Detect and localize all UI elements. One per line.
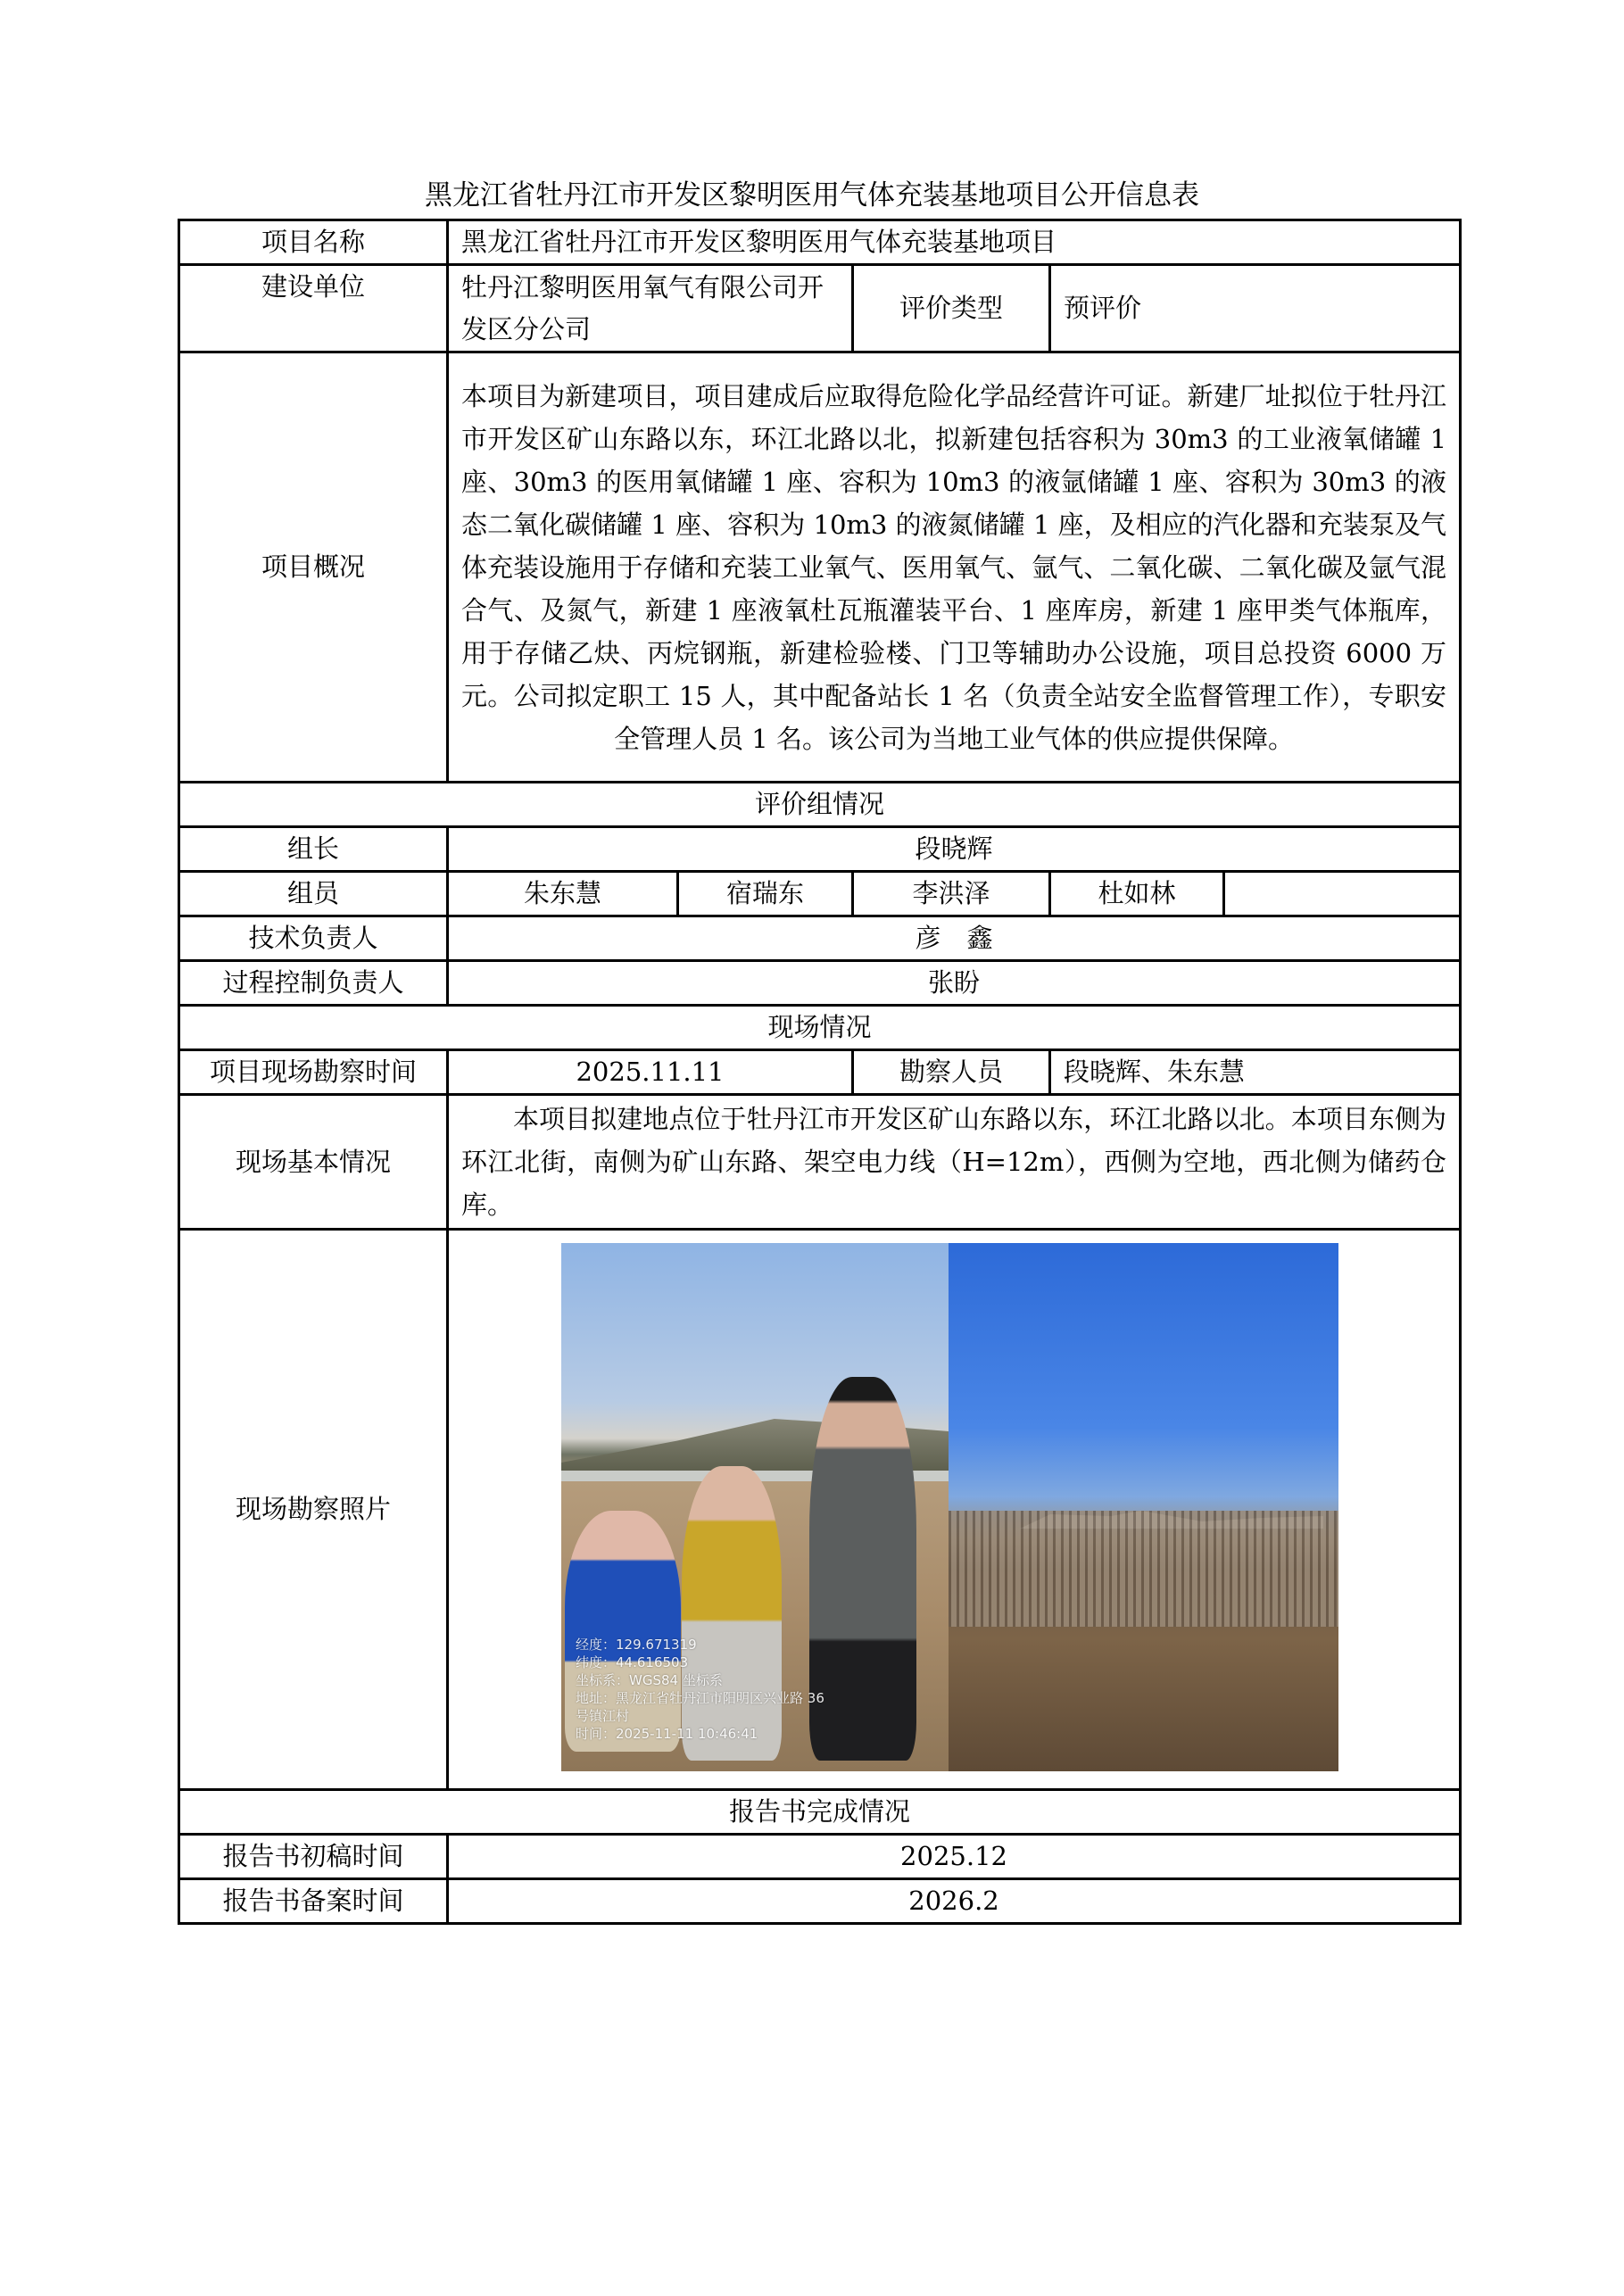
report-section-title: 报告书完成情况 [179,1790,1461,1835]
process-lead-value: 张盼 [448,961,1461,1006]
row-leader [179,827,1461,872]
row-tech-lead [179,916,1461,961]
row-site-photos [179,1230,1461,1790]
process-lead-label: 过程控制负责人 [179,961,448,1006]
member-2: 宿瑞东 [678,872,853,916]
row-project-name [179,220,1461,265]
member-3: 李洪泽 [853,872,1050,916]
members-label: 组员 [179,872,448,916]
site-basic-label: 现场基本情况 [179,1095,448,1230]
filing-time-value: 2026.2 [448,1879,1461,1924]
surveyors-label: 勘察人员 [853,1050,1050,1095]
row-site-basic [179,1095,1461,1230]
member-5-empty [1224,872,1461,916]
document-title: 黑龙江省牡丹江市开发区黎明医用气体充装基地项目公开信息表 [425,179,1199,211]
member-4: 杜如林 [1050,872,1224,916]
row-process-lead [179,961,1461,1006]
watermark-coord-system: 坐标系：WGS84 坐标系 [576,1672,723,1688]
project-name-value: 黑龙江省牡丹江市开发区黎明医用气体充装基地项目 [448,220,1461,265]
site-section-title: 现场情况 [179,1006,1461,1050]
site-photo-people [561,1243,949,1771]
construction-unit-value: 牡丹江黎明医用氧气有限公司开发区分公司 [448,265,853,352]
row-overview [179,352,1461,783]
person-figure [809,1377,916,1761]
row-report-header [179,1790,1461,1835]
watermark-address-1: 地址：黑龙江省牡丹江市阳明区兴业路 36 [576,1690,824,1706]
photo-watermark [576,1636,824,1743]
tech-lead-label: 技术负责人 [179,916,448,961]
leader-label: 组长 [179,827,448,872]
row-filing-time [179,1879,1461,1924]
eval-type-value: 预评价 [1050,265,1461,352]
surveyors-value: 段晓辉、朱东慧 [1050,1050,1461,1095]
site-photos-label: 现场勘察照片 [179,1230,448,1790]
tech-lead-value: 彦 鑫 [448,916,1461,961]
draft-time-value: 2025.12 [448,1835,1461,1879]
construction-unit-label: 建设单位 [179,265,448,352]
row-survey-time [179,1050,1461,1095]
eval-group-section-title: 评价组情况 [179,783,1461,827]
site-photo-land [949,1243,1338,1771]
row-construction-unit [179,265,1461,352]
row-eval-group-header [179,783,1461,827]
filing-time-label: 报告书备案时间 [179,1879,448,1924]
eval-type-label: 评价类型 [853,265,1050,352]
leader-value: 段晓辉 [448,827,1461,872]
watermark-longitude: 经度：129.671319 [576,1637,697,1653]
overview-text: 本项目为新建项目，项目建成后应取得危险化学品经营许可证。新建厂址拟位于牡丹江市开发区矿山东路以东，环江北路以北，拟新建包括容积为 30m3 的工业液氧储罐 1 座、30m3 的医用氧储罐 1 座、容积为 10m3 的液氩储罐 1 座、容积为 30m3 的液态二氧化碳储罐 1 座、容积为 10m3 的液氮储罐 1 座，及相应的汽化器和充装泵及气体充装设施用于存储和充装工业氧气、医用氧气、氩气、二氧化碳、二氧化碳及氩气混合气、及氮气，新建 1 座液氧杜瓦瓶灌装平台、1 座库房，新建 1 座甲类气体瓶库，用于存储乙炔、丙烷钢瓶，新建检验楼、门卫等辅助办公设施，项目总投资 6000 万元。公司拟定职工 15 人，其中配备站长 1 名（负责全站安全监督管理工作），专职安全管理人员 1 名。该公司为当地工业气体的供应提供保障。 [448,352,1461,783]
project-name-label: 项目名称 [179,220,448,265]
watermark-address-2: 号镇江村 [576,1708,630,1724]
public-info-table [178,219,1462,1925]
row-site-header [179,1006,1461,1050]
watermark-time: 时间：2025-11-11 10:46:41 [576,1726,758,1742]
site-basic-text: 本项目拟建地点位于牡丹江市开发区矿山东路以东，环江北路以北。本项目东侧为环江北街，南侧为矿山东路、架空电力线（H=12m），西侧为空地，西北侧为储药仓库。 [448,1095,1461,1230]
member-1: 朱东慧 [448,872,678,916]
survey-time-value: 2025.11.11 [448,1050,853,1095]
row-members [179,872,1461,916]
row-draft-time [179,1835,1461,1879]
watermark-latitude: 纬度：44.616503 [576,1654,689,1670]
site-photos-cell [448,1230,1461,1790]
survey-time-label: 项目现场勘察时间 [179,1050,448,1095]
overview-label: 项目概况 [179,352,448,783]
site-photos [561,1243,1338,1771]
hedge-shape [949,1511,1338,1627]
draft-time-label: 报告书初稿时间 [179,1835,448,1879]
